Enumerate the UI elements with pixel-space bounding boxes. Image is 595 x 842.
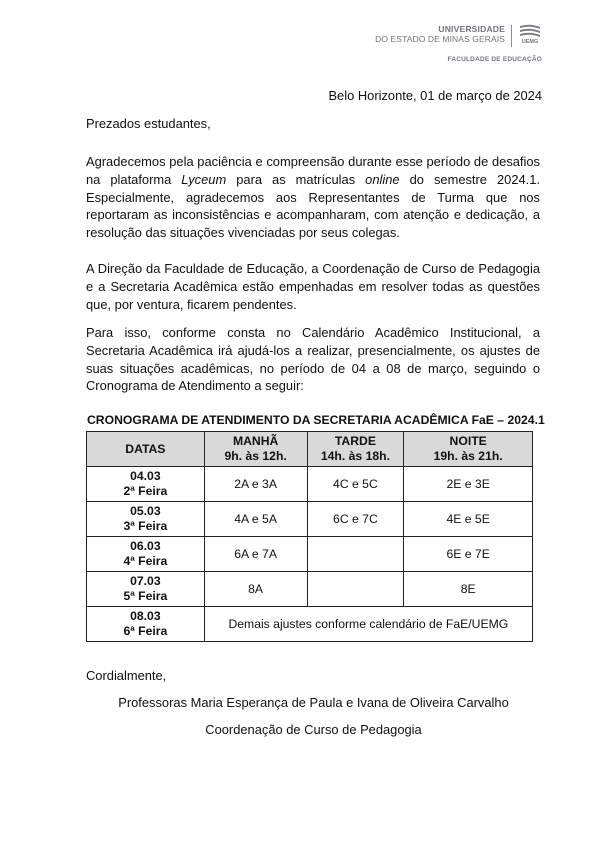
tarde-cell: 6C e 7C [307,502,404,537]
schedule-title: CRONOGRAMA DE ATENDIMENTO DA SECRETARIA ACADÊMICA FaE – 2024.1 [87,413,545,427]
noite-cell: 6E e 7E [404,537,533,572]
table-header-row [87,432,533,467]
weekday-value: 6ª Feira [123,624,168,638]
logo-divider [511,25,512,47]
closing: Cordialmente, [86,668,167,683]
faculty-name: FACULDADE DE EDUCAÇÃO [447,56,542,63]
date-line: Belo Horizonte, 01 de março de 2024 [328,88,542,103]
tarde-cell [307,537,404,572]
signature-unit: Coordenação de Curso de Pedagogia [205,722,422,737]
signatories: Professoras Maria Esperança de Paula e Ivana de Oliveira Carvalho [118,695,509,710]
tarde-cell [307,572,404,607]
weekday-value: 4ª Feira [123,554,168,568]
table-row [87,467,533,502]
table-row [87,572,533,607]
tarde-cell: 4C e 5C [307,467,404,502]
weekday-value: 5ª Feira [123,589,168,603]
paragraph-thanks [86,153,540,242]
date-value: 07.03 [130,574,161,588]
weekday-value: 3ª Feira [123,519,168,533]
university-name: UNIVERSIDADE [438,24,505,34]
header-noite-time: 19h. às 21h. [433,449,503,463]
date-cell [87,537,205,572]
uemg-logo [375,24,542,47]
date-cell [87,607,205,642]
schedule-table [86,431,533,642]
header-manha-label: MANHÃ [232,434,279,448]
paragraph-commitment: A Direção da Faculdade de Educação, a Coordenação de Curso de Pedagogia e a Secretaria Acadêmica estão empenhadas em resolver todas as questões que, por ventura, ficarem pendentes. [86,261,540,312]
greeting: Prezados estudantes, [86,116,211,131]
header-tarde [307,432,404,467]
manha-cell: 4A e 5A [204,502,307,537]
paragraph-thanks-part2: para as matrículas [226,171,366,187]
paragraph-thanks-part3: do semestre 2024.1. Especialmente, agradecemos aos Representantes de Turma que nos reportaram as inconsistências e acompanharam, com atenção e dedicação, a resolução das situações vivenciadas por seus colegas. [86,171,541,241]
header-noite [404,432,533,467]
date-cell [87,467,205,502]
paragraph-thanks-part1: Agradecemos pela paciência e compreensão durante esse período de desafios na plataforma [86,154,540,187]
noite-cell: 8E [404,572,533,607]
date-value: 08.03 [130,609,161,623]
table-row [87,537,533,572]
weekday-value: 2ª Feira [123,484,168,498]
date-cell [87,572,205,607]
uemg-mark-text: UEMG [521,39,539,45]
date-value: 06.03 [130,539,161,553]
manha-cell: 2A e 3A [204,467,307,502]
uemg-emblem-icon [519,24,541,38]
header-datas [87,432,205,467]
header-tarde-time: 14h. às 18h. [320,449,390,463]
date-value: 04.03 [130,469,161,483]
header-tarde-label: TARDE [334,434,376,448]
table-row [87,502,533,537]
online-italic: online [365,171,400,187]
noite-cell: 2E e 3E [404,467,533,502]
manha-cell: 8A [204,572,307,607]
university-text [375,24,505,44]
paragraph-schedule-intro: Para isso, conforme consta no Calendário Acadêmico Institucional, a Secretaria Acadêmica irá ajudá-los a realizar, presencialmente, os ajustes de suas situações acadêmicas, no período de 04 a 08 de março, seguindo o Cronograma de Atendimento a seguir: [86,325,540,394]
header-manha-time: 9h. às 12h. [224,449,287,463]
manha-cell: 6A e 7A [204,537,307,572]
date-value: 05.03 [130,504,161,518]
table-row [87,607,533,642]
letterhead [375,24,542,63]
lyceum-italic: Lyceum [181,171,227,187]
header-datas-label: DATAS [125,441,166,456]
header-noite-label: NOITE [449,434,487,448]
noite-cell: 4E e 5E [404,502,533,537]
uemg-mark [518,24,542,45]
merged-adjustments-cell: Demais ajustes conforme calendário de FaE/UEMG [204,607,532,642]
university-subtitle: DO ESTADO DE MINAS GERAIS [375,34,505,44]
header-manha [204,432,307,467]
date-cell [87,502,205,537]
